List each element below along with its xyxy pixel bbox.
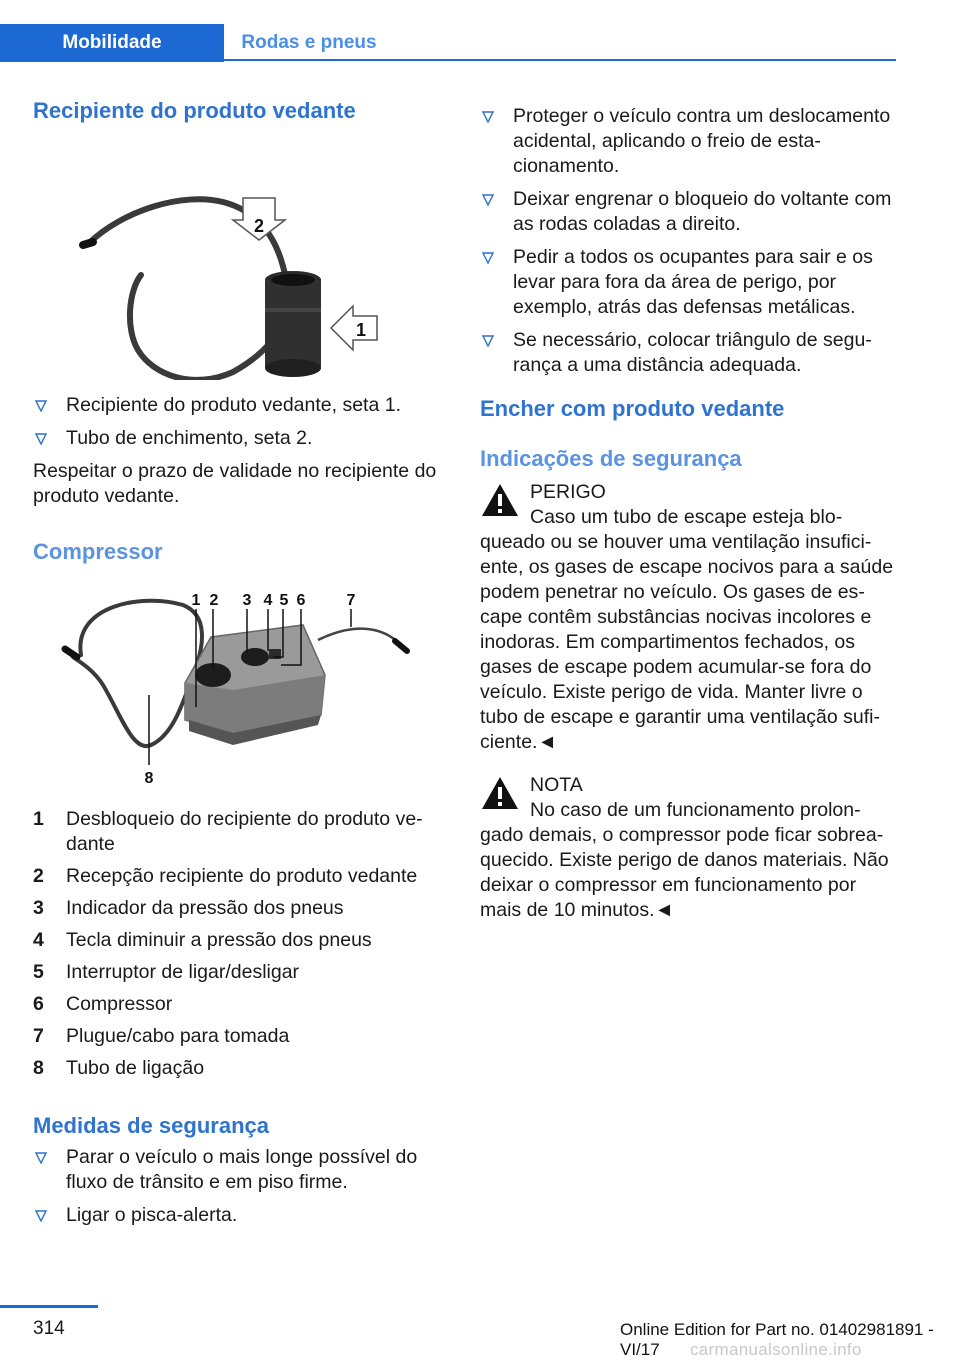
list-item: Deixar engrenar o bloqueio do voltante com as rodas coladas a direito. [480, 187, 896, 237]
danger-text: Caso um tubo de escape esteja bloqueado ou se houver uma ventilação insuficiente, os gases de escape nocivos para a saúde podem penetrar no veículo. Os gases de escape contêm substâncias nocivas incolores e inodoras. Em compartimentos fechados, os gases de escape podem acumular-se fora do veículo. Existe perigo de vida. Manter livre o tubo de escape e garantir uma ventilação suficiente.◄ [480, 506, 894, 753]
compressor-label: 7 [346, 592, 356, 609]
list-item: 8 Tubo de ligação [33, 1057, 205, 1079]
note-text: No caso de um funcionamento prolongado demais, o compressor pode ficar sobreaquecido. Existe perigo de danos materiais. Não deixar o compressor em funcionamento por mais de 10 minutos.◄ [480, 799, 889, 921]
triangle-bullet-icon [35, 400, 47, 412]
sealant-arrow-2-label: 2 [253, 216, 265, 236]
list-item: Recipiente do produto vedante, seta 1. [33, 393, 443, 418]
arrow-1-icon [331, 306, 377, 350]
sealant-list [33, 393, 443, 451]
sealant-arrow-1-label: 1 [355, 320, 367, 340]
list-item: Tubo de enchimento, seta 2. [33, 426, 443, 451]
list-item: 4 Tecla diminuir a pressão dos pneus [33, 929, 372, 951]
compressor-label: 2 [209, 592, 219, 609]
list-item: 2 Recepção recipiente do produto vedante [33, 865, 418, 887]
compressor-figure [33, 585, 443, 795]
list-item: Se necessário, colocar triângulo de segurança a uma distância adequada. [480, 328, 896, 378]
warning-triangle-icon [480, 775, 520, 811]
section-tab-rodas-e-pneus[interactable]: Rodas e pneus [241, 32, 377, 53]
compressor-label: 6 [296, 592, 306, 609]
triangle-bullet-icon [482, 111, 494, 123]
list-item: Ligar o pisca-alerta. [33, 1203, 443, 1228]
safety-notes-heading: Indicações de segurança [480, 446, 742, 471]
list-item: Pedir a todos os ocupantes para sair e os levar para fora da área de perigo, por exemplo, atrás das defensas metálicas. [480, 245, 896, 320]
danger-label: PERIGO [530, 481, 606, 503]
danger-warning [480, 480, 896, 755]
triangle-bullet-icon [482, 194, 494, 206]
note-warning [480, 773, 896, 923]
footer-rule [0, 1305, 98, 1308]
safety-list-right [480, 104, 896, 378]
warning-triangle-icon [480, 482, 520, 518]
list-item: 6 Compressor [33, 993, 173, 1015]
validity-note: Respeitar o prazo de validade no recipiente do produto vedante. [33, 460, 437, 507]
list-item: 1 Desbloqueio do recipiente do produto vedante [33, 808, 423, 855]
fill-sealant-heading: Encher com produto vedante [480, 396, 785, 421]
page-header [0, 24, 896, 62]
page-number: 314 [33, 1318, 65, 1339]
compressor-label: 3 [242, 592, 252, 609]
compressor-label: 1 [191, 592, 201, 609]
list-item: 7 Plugue/cabo para tomada [33, 1025, 290, 1047]
compressor-label: 5 [279, 592, 289, 609]
right-column [480, 104, 896, 923]
compressor-label: 8 [144, 770, 154, 787]
triangle-bullet-icon [35, 433, 47, 445]
edition-text: Online Edition for Part no. 01402981891 - VI/17 [620, 1320, 934, 1359]
compressor-label: 4 [263, 592, 273, 609]
triangle-bullet-icon [35, 1152, 47, 1164]
header-rule [224, 59, 896, 61]
list-item: 3 Indicador da pressão dos pneus [33, 897, 344, 919]
sealant-container-figure [33, 140, 443, 380]
list-item: 5 Interruptor de ligar/desligar [33, 961, 300, 983]
compressor-heading: Compressor [33, 539, 163, 564]
compressor-parts-list [33, 807, 443, 1081]
list-item: Proteger o veículo contra um deslocamento acidental, aplicando o freio de estacionamento. [480, 104, 896, 179]
section-tab-mobilidade[interactable]: Mobilidade [0, 24, 224, 62]
sealant-container-heading: Recipiente do produto vedante [33, 98, 356, 123]
safety-list-left [33, 1145, 443, 1228]
triangle-bullet-icon [35, 1210, 47, 1222]
left-column [33, 96, 443, 1236]
triangle-bullet-icon [482, 252, 494, 264]
safety-measures-heading: Medidas de segurança [33, 1113, 269, 1138]
triangle-bullet-icon [482, 335, 494, 347]
list-item: Parar o veículo o mais longe possível do fluxo de trânsito e em piso firme. [33, 1145, 443, 1195]
watermark: carmanualsonline.info [690, 1340, 862, 1359]
note-label: NOTA [530, 774, 583, 796]
